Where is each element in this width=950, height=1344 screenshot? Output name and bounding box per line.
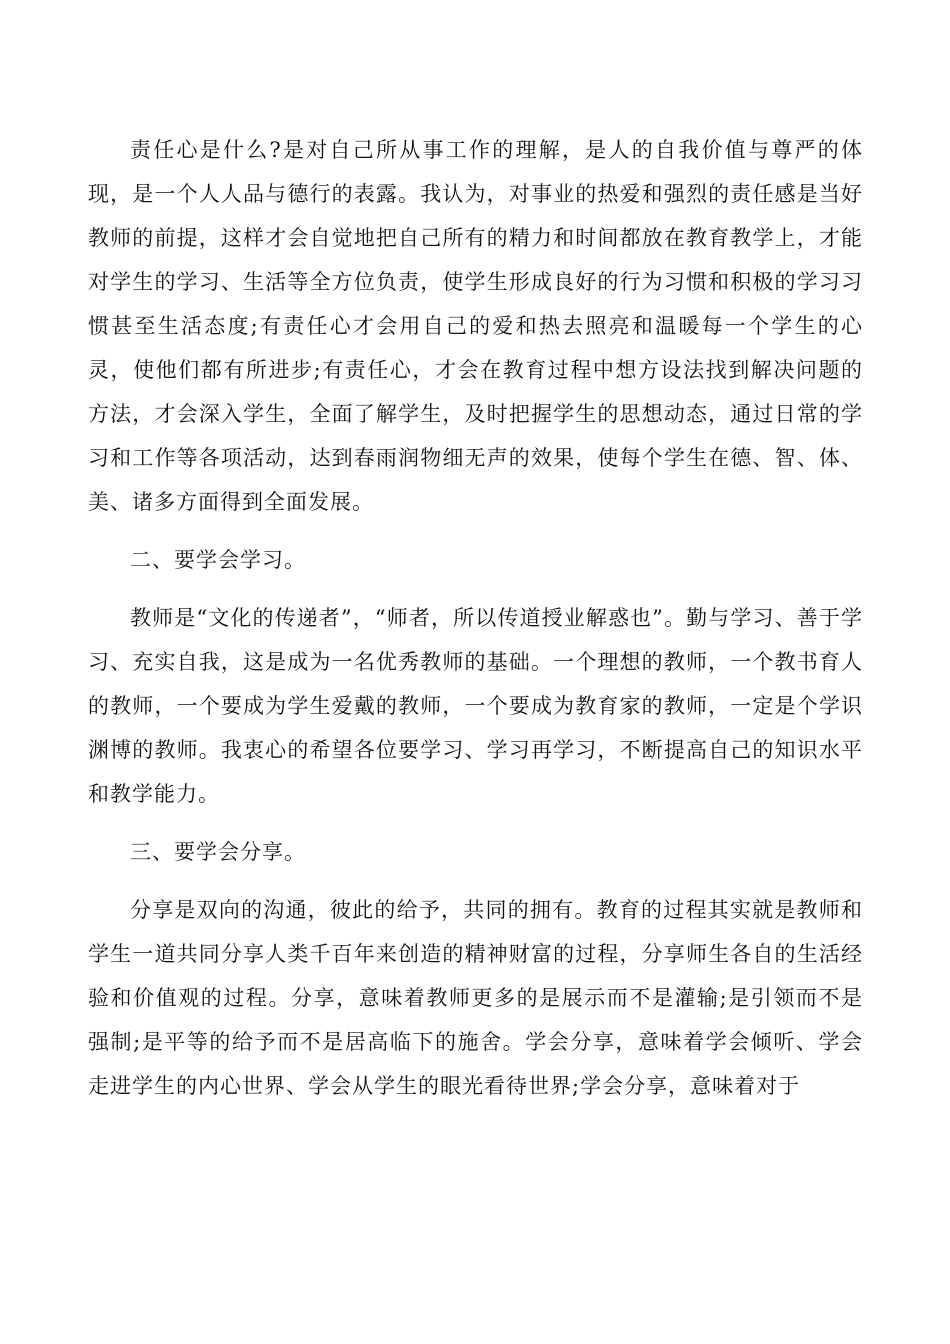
document-page xyxy=(88,128,863,1122)
paragraph-learning: 教师是“文化的传递者”，“师者，所以传道授业解惑也”。勤与学习、善于学习、充实自我，这是成为一名优秀教师的基础。一个理想的教师，一个教书育人的教师，一个要成为学生爱戴的教师，一个要成为教育家的教师，一定是个学识渊博的教师。我衷心的希望各位要学习、学习再学习，不断提高自己的知识水平和教学能力。 xyxy=(88,606,863,806)
paragraph-sharing: 分享是双向的沟通，彼此的给予，共同的拥有。教育的过程其实就是教师和学生一道共同分享人类千百年来创造的精神财富的过程，分享师生各自的生活经验和价值观的过程。分享，意味着教师更多的是展示而不是灌输;是引领而不是强制;是平等的给予而不是居高临下的施舍。学会分享，意味着学会倾听、学会走进学生的内心世界、学会从学生的眼光看待世界;学会分享，意味着对于 xyxy=(88,898,863,1098)
section-heading-learning: 二、要学会学习。 xyxy=(130,548,306,572)
section-heading-sharing: 三、要学会分享。 xyxy=(130,840,306,864)
paragraph-responsibility: 责任心是什么?是对自己所从事工作的理解，是人的自我价值与尊严的体现，是一个人人品与德行的表露。我认为，对事业的热爱和强烈的责任感是当好教师的前提，这样才会自觉地把自己所有的精力和时间都放在教育教学上，才能对学生的学习、生活等全方位负责，使学生形成良好的行为习惯和积极的学习习惯甚至生活态度;有责任心才会用自己的爱和热去照亮和温暖每一个学生的心灵，使他们都有所进步;有责任心，才会在教育过程中想方设法找到解决问题的方法，才会深入学生，全面了解学生，及时把握学生的思想动态，通过日常的学习和工作等各项活动，达到春雨润物细无声的效果，使每个学生在德、智、体、美、诸多方面得到全面发展。 xyxy=(88,138,863,514)
